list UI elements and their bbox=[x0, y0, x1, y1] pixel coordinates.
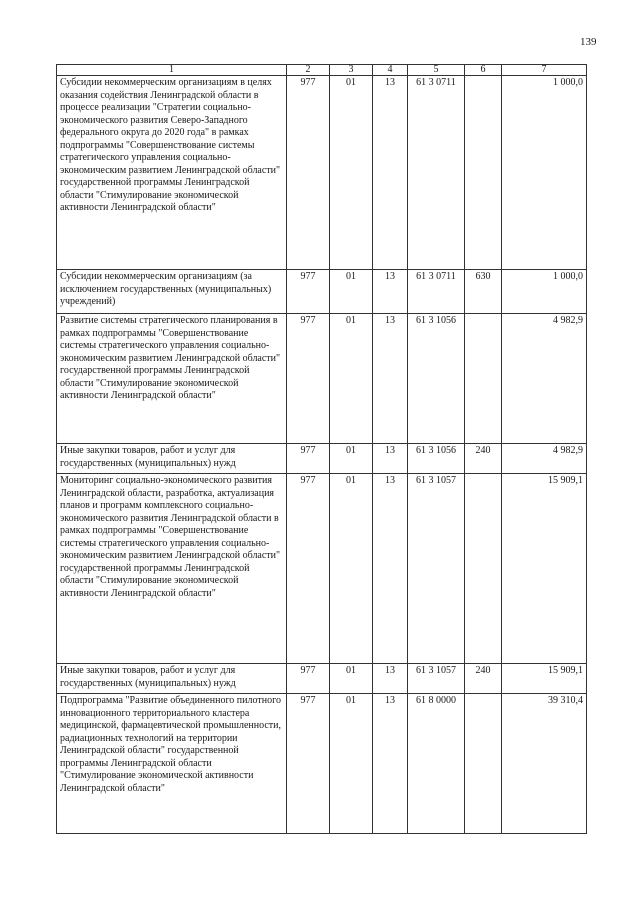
column-header: 2 bbox=[287, 65, 330, 76]
budget-table bbox=[56, 64, 587, 834]
cell-expense-type bbox=[465, 314, 502, 444]
cell-section: 01 bbox=[330, 314, 373, 444]
cell-target-article: 61 3 0711 bbox=[408, 270, 465, 314]
row-name: Субсидии некоммерческим организациям (за исключением государственных (муниципальных) учреждений) bbox=[57, 270, 287, 314]
cell-amount: 15 909,1 bbox=[502, 474, 587, 664]
cell-amount: 4 982,9 bbox=[502, 444, 587, 474]
cell-expense-type bbox=[465, 76, 502, 270]
cell-section: 01 bbox=[330, 664, 373, 694]
cell-target-article: 61 3 1057 bbox=[408, 474, 465, 664]
cell-ministry: 977 bbox=[287, 694, 330, 834]
cell-target-article: 61 3 1056 bbox=[408, 314, 465, 444]
cell-target-article: 61 3 0711 bbox=[408, 76, 465, 270]
cell-target-article: 61 3 1057 bbox=[408, 664, 465, 694]
column-header: 7 bbox=[502, 65, 587, 76]
column-header: 5 bbox=[408, 65, 465, 76]
cell-ministry: 977 bbox=[287, 76, 330, 270]
table-row bbox=[57, 474, 587, 664]
cell-subsection: 13 bbox=[373, 694, 408, 834]
cell-expense-type bbox=[465, 694, 502, 834]
cell-ministry: 977 bbox=[287, 444, 330, 474]
cell-amount: 1 000,0 bbox=[502, 76, 587, 270]
cell-subsection: 13 bbox=[373, 314, 408, 444]
cell-expense-type: 240 bbox=[465, 444, 502, 474]
cell-subsection: 13 bbox=[373, 444, 408, 474]
cell-amount: 1 000,0 bbox=[502, 270, 587, 314]
row-name: Иные закупки товаров, работ и услуг для государственных (муниципальных) нужд bbox=[57, 664, 287, 694]
row-name: Развитие системы стратегического планирования в рамках подпрограммы "Совершенствование системы стратегического управления социально-экономическим развитием Ленинградской области" государственной программы Ленинградской области "Стимулирование экономической активности Ленинградской области" bbox=[57, 314, 287, 444]
column-header: 4 bbox=[373, 65, 408, 76]
cell-amount: 4 982,9 bbox=[502, 314, 587, 444]
row-name: Субсидии некоммерческим организациям в целях оказания содействия Ленинградской области в процессе реализации "Стратегии социально-экономического развития Северо-Западного федерального округа до 2020 года" в рамках подпрограммы "Совершенствование системы стратегического управления социально-экономическим развитием Ленинградской области" государственной программы Ленинградской области "Стимулирование экономической активности Ленинградской области" bbox=[57, 76, 287, 270]
cell-subsection: 13 bbox=[373, 664, 408, 694]
cell-section: 01 bbox=[330, 444, 373, 474]
cell-expense-type: 240 bbox=[465, 664, 502, 694]
cell-ministry: 977 bbox=[287, 664, 330, 694]
cell-target-article: 61 8 0000 bbox=[408, 694, 465, 834]
cell-subsection: 13 bbox=[373, 270, 408, 314]
cell-expense-type bbox=[465, 474, 502, 664]
row-name: Мониторинг социально-экономического развития Ленинградской области, разработка, актуализация планов и программ комплексного социально-экономического развития Ленинградской области в рамках подпрограммы "Совершенствование системы стратегического управления социально-экономическим развитием Ленинградской области" государственной программы Ленинградской области "Стимулирование экономической активности Ленинградской области" bbox=[57, 474, 287, 664]
column-header: 3 bbox=[330, 65, 373, 76]
table-row bbox=[57, 270, 587, 314]
row-name: Иные закупки товаров, работ и услуг для государственных (муниципальных) нужд bbox=[57, 444, 287, 474]
page-number: 139 bbox=[580, 36, 597, 48]
cell-ministry: 977 bbox=[287, 474, 330, 664]
table-row bbox=[57, 314, 587, 444]
cell-amount: 39 310,4 bbox=[502, 694, 587, 834]
cell-section: 01 bbox=[330, 694, 373, 834]
table-row bbox=[57, 444, 587, 474]
row-name: Подпрограмма "Развитие объединенного пилотного инновационного территориального кластера медицинской, фармацевтической промышленности, радиационных технологий на территории Ленинградской области" государственной программы Ленинградской области "Стимулирование экономической активности Ленинградской области" bbox=[57, 694, 287, 834]
cell-ministry: 977 bbox=[287, 270, 330, 314]
cell-expense-type: 630 bbox=[465, 270, 502, 314]
cell-amount: 15 909,1 bbox=[502, 664, 587, 694]
header-row bbox=[57, 65, 587, 76]
column-header: 1 bbox=[57, 65, 287, 76]
cell-section: 01 bbox=[330, 76, 373, 270]
cell-section: 01 bbox=[330, 474, 373, 664]
cell-section: 01 bbox=[330, 270, 373, 314]
cell-subsection: 13 bbox=[373, 76, 408, 270]
cell-subsection: 13 bbox=[373, 474, 408, 664]
table-row bbox=[57, 664, 587, 694]
table-row bbox=[57, 694, 587, 834]
column-header: 6 bbox=[465, 65, 502, 76]
cell-target-article: 61 3 1056 bbox=[408, 444, 465, 474]
table-row bbox=[57, 76, 587, 270]
cell-ministry: 977 bbox=[287, 314, 330, 444]
